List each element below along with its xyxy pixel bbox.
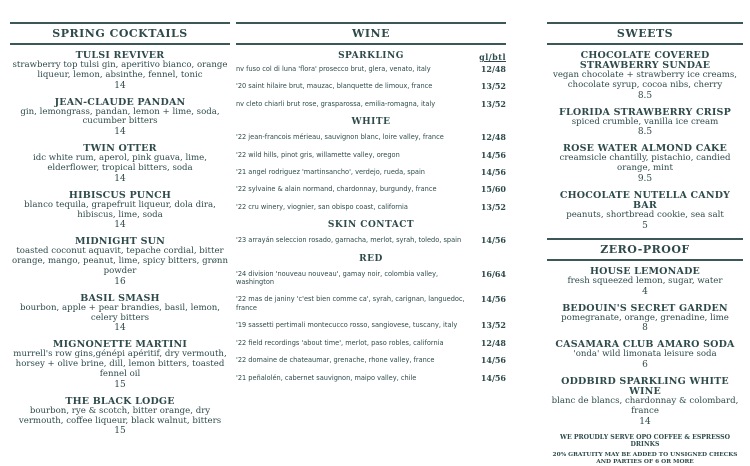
cocktail-item [10, 237, 230, 286]
cocktail-name: TULSI REVIVER [75, 50, 165, 61]
wine-row [236, 168, 506, 176]
wine-price: 15/60 [480, 184, 506, 195]
zero-proof-price: 8 [642, 323, 648, 334]
zero-proof-desc: blanc de blancs, chardonnay & colombard, france [551, 396, 739, 416]
cocktail-desc: murrell's row gins,génépi apéritif, dry vermouth, horsey + olive brine, dill, lemon bitters, toasted fennel oil [13, 349, 227, 379]
cocktail-desc: strawberry top tulsi gin, aperitivo bianco, orange liqueur, lemon, absinthe, fennel, tonic [12, 60, 228, 80]
sweet-name: CHOCOLATE NUTELLA CANDY BAR [559, 189, 731, 211]
cocktail-price: 15 [114, 379, 126, 390]
sweet-item [547, 144, 743, 184]
zero-proof-header: ZERO-PROOF [547, 238, 743, 261]
zero-proof-desc: fresh squeezed lemon, sugar, water [567, 275, 723, 286]
wine-row [236, 236, 506, 244]
wine-row [236, 203, 506, 211]
cocktail-item [10, 191, 230, 231]
cocktail-price: 15 [114, 426, 126, 437]
sweet-name: FLORIDA STRAWBERRY CRISP [559, 106, 731, 118]
sweet-desc: spiced crumble, vanilla ice cream [571, 116, 719, 127]
zero-proof-item [547, 340, 743, 370]
wine-name: '21 angel rodriguez 'martinsancho', verdejo, rueda, spain [236, 168, 425, 177]
cocktail-price: 14 [114, 323, 126, 334]
wine-name: '21 peñalolén, cabernet sauvignon, maipo valley, chile [236, 373, 417, 382]
zero-proof-name: BEDOUIN'S SECRET GARDEN [562, 302, 728, 314]
sweets-column [547, 22, 743, 466]
wine-name: nv cleto chiarli brut rose, grasparossa, emilia-romagna, italy [236, 99, 436, 108]
cocktail-price: 14 [114, 173, 126, 184]
cocktail-item [10, 294, 230, 334]
zero-proof-name: HOUSE LEMONADE [590, 265, 700, 277]
wine-price: 13/52 [480, 81, 506, 92]
wine-category-sparkling [236, 51, 506, 61]
wine-price: 12/48 [480, 132, 506, 143]
cocktail-price: 14 [114, 80, 126, 91]
cocktail-item [10, 98, 230, 138]
cocktail-price: 16 [114, 276, 126, 287]
glass-bottle-label: gl/btl [479, 52, 506, 62]
wine-row [236, 295, 506, 312]
cocktail-name: BASIL SMASH [80, 292, 160, 304]
wine-price: 13/52 [480, 98, 506, 109]
wine-row [236, 100, 506, 108]
wine-name: '22 mas de janiny 'c'est bien comme ca', syrah, carignan, languedoc, france [236, 295, 465, 312]
zero-proof-price: 4 [642, 286, 648, 297]
wine-name: '22 cru winery, viognier, san obispo coast, california [236, 202, 408, 211]
wine-price: 13/52 [480, 320, 506, 331]
cocktail-desc: idc white rum, aperol, pink guava, lime, elderflower, tropical bitters, soda [33, 153, 207, 173]
sweet-desc: creamsicle chantilly, pistachio, candied orange, mint [559, 153, 731, 174]
sweet-desc: vegan chocolate + strawberry ice creams, chocolate syrup, cocoa nibs, cherry [552, 70, 738, 90]
cocktail-name: MIDNIGHT SUN [74, 236, 166, 248]
sweet-price: 8.5 [637, 127, 653, 138]
wine-price: 14/56 [480, 355, 506, 366]
wine-name: '24 division 'nouveau nouveau', gamay noir, colombia valley, washington [236, 269, 439, 287]
wine-name: '20 saint hilaire brut, mauzac, blanquette de limoux, france [236, 82, 433, 91]
cocktail-desc: bourbon, rye & scotch, bitter orange, dry vermouth, coffee liqueur, black walnut, bitters [18, 405, 222, 426]
wine-category-red: RED [359, 253, 383, 264]
sweet-item [547, 51, 743, 101]
wine-row [236, 185, 506, 193]
wine-price: 12/48 [480, 337, 506, 348]
wine-header: WINE [236, 22, 506, 45]
gratuity-note: 20% GRATUITY MAY BE ADDED TO UNSIGNED CHECKS AND PARTIES OF 6 OR MORE [552, 451, 738, 465]
wine-name: '22 wild hills, pinot gris, willamette valley, oregon [236, 150, 400, 159]
zero-proof-price: 6 [642, 360, 648, 371]
wine-row [236, 339, 506, 347]
wine-category-white: WHITE [351, 117, 391, 128]
cocktail-name: THE BLACK LODGE [65, 395, 175, 407]
cocktail-name: MIGNONETTE MARTINI [52, 339, 188, 351]
cocktail-price: 14 [114, 127, 126, 138]
wine-name: '22 domaine de chateaumar, grenache, rhone valley, france [236, 356, 435, 365]
wine-name: '19 sassetti pertimali montecucco rosso, sangiovese, tuscany, italy [236, 321, 458, 330]
zero-proof-item [547, 267, 743, 297]
wine-row [236, 65, 506, 73]
cocktail-desc: toasted coconut aquavit, tepache cordial, bitter orange, mango, peanut, lime, spicy bitters, grønn powder [12, 246, 228, 276]
sweet-name: CHOCOLATE COVERED STRAWBERRY SUNDAE [579, 50, 711, 71]
coffee-note: WE PROUDLY SERVE OPO COFFEE & ESPRESSO DRINKS [560, 433, 730, 449]
wine-price: 14/56 [480, 235, 506, 246]
cocktail-price: 14 [114, 220, 126, 231]
wine-name: '22 field recordings 'about time', merlot, paso robles, california [236, 338, 444, 347]
wine-category-skin-contact: SKIN CONTACT [327, 220, 415, 231]
cocktail-name: HIBISCUS PUNCH [68, 189, 172, 201]
cocktail-item [10, 340, 230, 389]
cocktail-desc: gin, lemongrass, pandan, lemon + lime, soda, cucumber bitters [20, 106, 220, 127]
wine-name: '23 arrayán seleccion rosado, garnacha, merlot, syrah, toledo, spain [236, 236, 462, 245]
cocktail-item [10, 397, 230, 437]
cocktail-name: JEAN-CLAUDE PANDAN [54, 96, 186, 108]
cocktail-item [10, 144, 230, 184]
zero-proof-item [547, 304, 743, 334]
wine-price: 13/52 [480, 201, 506, 212]
wine-category-title: SPARKLING [338, 51, 404, 61]
zero-proof-desc: 'onda' wild limonata leisure soda [573, 349, 717, 360]
wine-row [236, 151, 506, 159]
sweet-price: 9.5 [637, 173, 653, 184]
wine-price: 14/56 [480, 294, 506, 305]
zero-proof-name: CASAMARA CLUB AMARO SODA [555, 339, 735, 351]
zero-proof-name: ODDBIRD SPARKLING WHITE WINE [561, 376, 729, 398]
cocktail-item [10, 51, 230, 91]
wine-row [236, 356, 506, 364]
wine-row [236, 321, 506, 329]
wine-price: 14/56 [480, 372, 506, 383]
cocktails-column [10, 22, 230, 443]
wine-row [236, 133, 506, 141]
wine-row [236, 270, 506, 287]
sweet-item [547, 108, 743, 138]
wine-row [236, 374, 506, 382]
cocktail-desc: blanco tequila, grapefruit liqueur, dola dira, hibiscus, lime, soda [24, 199, 216, 220]
sweet-price: 8.5 [637, 90, 653, 101]
wine-price: 16/64 [480, 268, 506, 279]
wine-name: '22 sylvaine & alain normand, chardonnay, burgundy, france [236, 185, 437, 194]
sweet-item [547, 191, 743, 231]
zero-proof-price: 14 [639, 416, 651, 427]
wine-price: 14/56 [480, 167, 506, 178]
wine-column [236, 22, 506, 391]
sweet-desc: peanuts, shortbread cookie, sea salt [566, 209, 724, 220]
cocktail-name: TWIN OTTER [83, 143, 157, 155]
wine-name: '22 jean-francois mérieau, sauvignon blanc, loire valley, france [236, 133, 444, 142]
zero-proof-item [547, 377, 743, 427]
cocktail-desc: bourbon, apple + pear brandies, basil, lemon, celery bitters [19, 302, 221, 323]
wine-row [236, 82, 506, 90]
wine-name: nv fuso col di luna 'flora' prosecco brut, glera, venato, italy [236, 65, 431, 73]
cocktails-header: SPRING COCKTAILS [10, 22, 230, 45]
wine-price: 14/56 [480, 149, 506, 160]
sweets-header: SWEETS [547, 22, 743, 45]
wine-price: 12/48 [480, 64, 506, 74]
sweet-price: 5 [642, 220, 648, 231]
zero-proof-desc: pomegranate, orange, grenadine, lime [561, 312, 729, 323]
sweet-name: ROSE WATER ALMOND CAKE [563, 143, 727, 155]
